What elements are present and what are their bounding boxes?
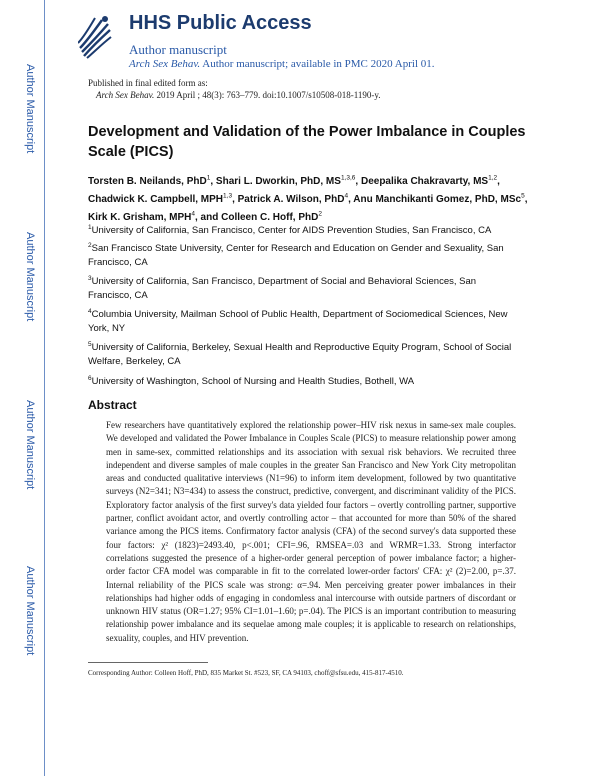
affiliation <box>88 221 518 238</box>
author-affiliation-marker: 1,2 <box>488 175 498 182</box>
publication-details: 2019 April ; 48(3): 763–779. doi:10.1007/s10508-018-1190-y. <box>154 90 381 100</box>
sidebar-label: Author Manuscript <box>24 64 36 154</box>
sidebar-divider <box>44 0 45 776</box>
author <box>238 194 354 205</box>
author-affiliation-marker: 5 <box>521 192 525 200</box>
affiliation-text: San Francisco State University, Center for Research and Education on Gender and Sexuality, San Francisco, CA <box>88 243 504 269</box>
author-name: Shari L. Dworkin, PhD, MS <box>215 176 341 188</box>
author-separator: , <box>348 194 354 206</box>
author-affiliation-marker: 1,3,6 <box>340 175 356 182</box>
sidebar-label: Author Manuscript <box>24 566 36 656</box>
author-name: Anu Manchikanti Gomez, PhD, MSc <box>353 194 522 206</box>
publication-info <box>88 77 381 101</box>
affiliation-text: University of California, Berkeley, Sexual Health and Reproductive Equity Program, School of Social Welfare, Berkeley, CA <box>88 342 512 368</box>
affiliation-number: 1 <box>88 224 92 231</box>
publication-citation <box>88 89 381 101</box>
publication-info-label: Published in final edited form as: <box>88 78 208 88</box>
author-manuscript-label: Author manuscript <box>129 42 227 57</box>
author-name: Kirk K. Grisham, MPH <box>88 211 192 223</box>
hhs-eagle-logo-icon <box>78 12 112 60</box>
author-name: Torsten B. Neilands, PhD <box>88 176 207 188</box>
abstract-text: Few researchers have quantitatively explored the relationship power–HIV risk nexus in same-sex male couples. We developed and validated the Power Imbalance in Couples Scale (PICS) to measure relationship power among men in same-sex, committed relationships and its association with sexual risk behaviors. We recruited three independent and diverse samples of male couples in the greater San Francisco and New York City metropolitan areas and conducted qualitative interviews (N1=96) to inform item development, followed by two quantitative surveys (N2=341; N3=434) to assess the construct, predictive, convergent, and discriminant validity of the PICS. Exploratory factor analysis of the first survey's data yielded four factors – overtly controlling partner, supportive partner, conflict avoidant actor, and overtly controlling actor – that accounted for more than 50% of the shared variance among the PICS items. Confirmatory factor analysis (CFA) of the second survey's data supported these four factors: χ² (1823)=2493.40, p<.001; CFI=.96, RMSEA=.03 and WRMR=1.33. Strong interfactor correlations suggested the presence of a higher-order general perception of power imbalance factor; a higher-order factor CFA model was comparable in fit to the correlated lower-order factors' CFA: χ² (2)=2.00, p=.37. Internal reliability of the PICS scale was strong: α=.94. Men perceiving greater power imbalances in their relationships had higher odds of engaging in condomless anal intercourse with outside partners of discordant or unknown HIV status (OR=1.27; 95% CI=1.01–1.60; p=.04). The PICS is an important contribution to measuring relationship power imbalance and its sequelae among male couples; it is applicable to research on relationships, sexuality, couples, and HIV prevention. <box>106 420 516 643</box>
affiliation-text: University of Washington, School of Nursing and Health Studies, Bothell, WA <box>91 376 415 388</box>
author-separator: , <box>210 176 216 188</box>
author-name: Colleen C. Hoff, PhD <box>221 211 319 223</box>
author-name: Patrick A. Wilson, PhD <box>237 194 345 206</box>
affiliation-text: University of California, San Francisco, Department of Social and Behavioral Sciences, San Francisco, CA <box>88 276 477 302</box>
author-affiliation-marker: 2 <box>318 210 322 218</box>
affiliation-number: 3 <box>88 275 92 282</box>
author-list <box>88 172 528 225</box>
author-separator: , <box>497 176 500 188</box>
affiliation <box>88 372 518 389</box>
sidebar-label: Author Manuscript <box>24 400 36 490</box>
author <box>216 176 361 187</box>
author-affiliation-marker: 4 <box>191 210 195 218</box>
author-affiliation-marker: 1,3 <box>223 192 233 200</box>
affiliation <box>88 239 518 270</box>
availability-citation <box>129 58 435 70</box>
affiliation <box>88 272 518 303</box>
citation-journal: Arch Sex Behav. <box>129 58 201 70</box>
author-separator: , and <box>194 211 222 223</box>
citation-rest: Author manuscript; available in PMC 2020 April 01. <box>200 58 435 70</box>
author-name: Deepalika Chakravarty, MS <box>360 176 489 188</box>
hhs-header <box>78 10 578 70</box>
footnote-divider <box>88 662 208 663</box>
author <box>361 176 500 187</box>
author-separator: , <box>232 194 238 206</box>
author-affiliation-marker: 4 <box>344 192 349 200</box>
affiliation-text: Columbia University, Mailman School of Public Health, Department of Sociomedical Sciences, New York, NY <box>88 309 508 335</box>
affiliation-number: 6 <box>88 375 92 382</box>
author-separator: , <box>524 194 528 206</box>
affiliation <box>88 338 518 369</box>
author-manuscript-sidebar <box>0 0 50 776</box>
author-name: Chadwick K. Campbell, MPH <box>88 194 224 206</box>
affiliation-number: 4 <box>88 308 92 315</box>
author <box>88 176 216 187</box>
affiliation-number: 5 <box>88 341 92 348</box>
author <box>353 194 527 205</box>
paper-title: Development and Validation of the Power Imbalance in Couples Scale (PICS) <box>88 124 526 160</box>
hhs-public-access-title: HHS Public Access <box>129 12 312 34</box>
author <box>88 194 238 205</box>
affiliation-number: 2 <box>88 242 92 249</box>
sidebar-label: Author Manuscript <box>24 232 36 322</box>
abstract-heading: Abstract <box>88 398 137 412</box>
affiliation <box>88 305 518 336</box>
publication-journal: Arch Sex Behav. <box>96 90 155 100</box>
corresponding-author-footnote: Corresponding Author: Colleen Hoff, PhD, 835 Market St. #523, SF, CA 94103, choff@sfsu.edu, 415-817-4510. <box>88 669 404 677</box>
affiliation-text: University of California, San Francisco, Center for AIDS Prevention Studies, San Francisco, CA <box>91 225 492 237</box>
author-separator: , <box>355 176 361 188</box>
author-affiliation-marker: 1 <box>206 175 211 182</box>
